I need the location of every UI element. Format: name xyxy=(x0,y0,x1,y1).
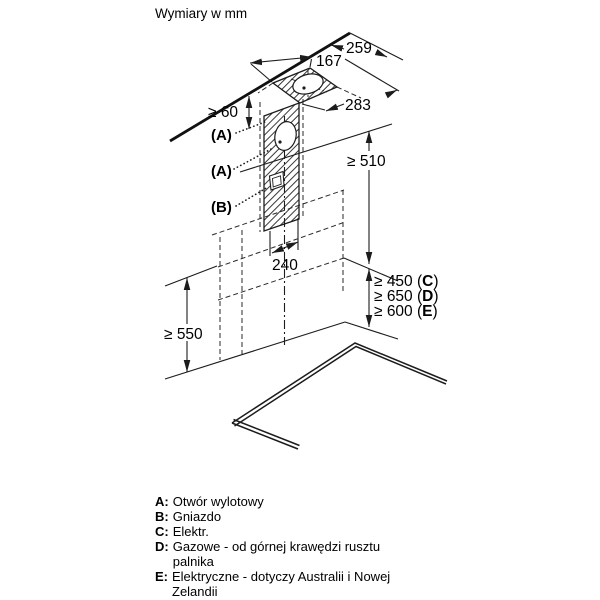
legend-text-e: Elektryczne - dotyczy Australii i Nowej xyxy=(172,569,391,584)
callout-b: (B) xyxy=(211,199,232,216)
outlet-extension-b xyxy=(310,59,312,67)
wall-strip-hatched xyxy=(264,103,299,231)
dim-240: 240 xyxy=(272,257,298,274)
clearance-d-close: ) xyxy=(433,288,439,305)
legend-text-b: Gniazdo xyxy=(172,509,222,524)
callout-a1: (A) xyxy=(211,127,232,144)
diagram-title: Wymiary w mm xyxy=(155,6,248,21)
leader-a1 xyxy=(236,122,265,133)
clearance-e xyxy=(374,303,438,320)
dim-510: ≥ 510 xyxy=(347,153,386,170)
legend-key-a: A: xyxy=(155,494,169,509)
outlet-depth-line xyxy=(345,59,399,91)
legend xyxy=(155,494,485,599)
outlet-extension-c xyxy=(302,104,325,110)
legend-text-d2: palnika xyxy=(172,554,214,569)
dim-arrow-259-left xyxy=(331,45,344,49)
legend-item-e xyxy=(155,569,485,599)
legend-item-b xyxy=(155,509,485,524)
legend-text-a: Otwór wylotowy xyxy=(172,494,264,509)
clearance-c-key: C xyxy=(422,273,434,290)
dim-arrow-283-right xyxy=(389,90,397,94)
dim-283: 283 xyxy=(345,97,371,114)
legend-text-d: Gazowe - od górnej krawędzi rusztu xyxy=(172,539,381,554)
dim-60: ≥ 60 xyxy=(208,104,239,121)
legend-item-d xyxy=(155,539,485,569)
legend-key-e: E: xyxy=(155,569,168,584)
legend-item-c xyxy=(155,524,485,539)
clearance-d-key: D xyxy=(422,288,434,305)
legend-key-c: C: xyxy=(155,524,169,539)
clearance-c-close: ) xyxy=(433,273,439,290)
cooktop-back-edges-inner xyxy=(235,347,447,427)
clearance-d-value: ≥ 650 ( xyxy=(374,288,423,305)
callout-labels xyxy=(211,127,232,216)
clearance-e-value: ≥ 600 ( xyxy=(374,303,423,320)
dim-259: 259 xyxy=(346,40,372,57)
cooktop-back-edges-outer xyxy=(232,343,447,423)
dim-167: 167 xyxy=(316,53,342,70)
legend-text-c: Elektr. xyxy=(172,524,209,539)
callout-a2: (A) xyxy=(211,163,232,180)
ceiling-outlet-center-dot xyxy=(302,86,305,89)
legend-key-d: D: xyxy=(155,539,169,554)
dim-550: ≥ 550 xyxy=(164,326,203,343)
hood-bottom-extension-line xyxy=(165,266,217,286)
cooktop-left-edge-outer xyxy=(232,423,298,449)
dim-arrow-283-left xyxy=(326,104,344,111)
dim-arrow-259-right xyxy=(376,52,387,57)
clearance-e-close: ) xyxy=(432,303,438,320)
legend-text-e2: Zelandii xyxy=(172,584,218,599)
ceiling xyxy=(170,33,350,141)
cooktop-left-edge-inner xyxy=(234,420,300,446)
clearance-e-key: E xyxy=(422,303,433,320)
outlet-extension-a xyxy=(251,64,272,82)
clearance-c-value: ≥ 450 ( xyxy=(374,273,423,290)
rear-outlet-center-dot xyxy=(278,140,281,143)
legend-item-a xyxy=(155,494,485,509)
cooktop xyxy=(232,343,447,449)
wall-mounting-strip xyxy=(264,103,299,231)
legend-key-b: B: xyxy=(155,509,169,524)
counter-depth-line xyxy=(345,322,398,339)
leader-b xyxy=(236,187,268,206)
